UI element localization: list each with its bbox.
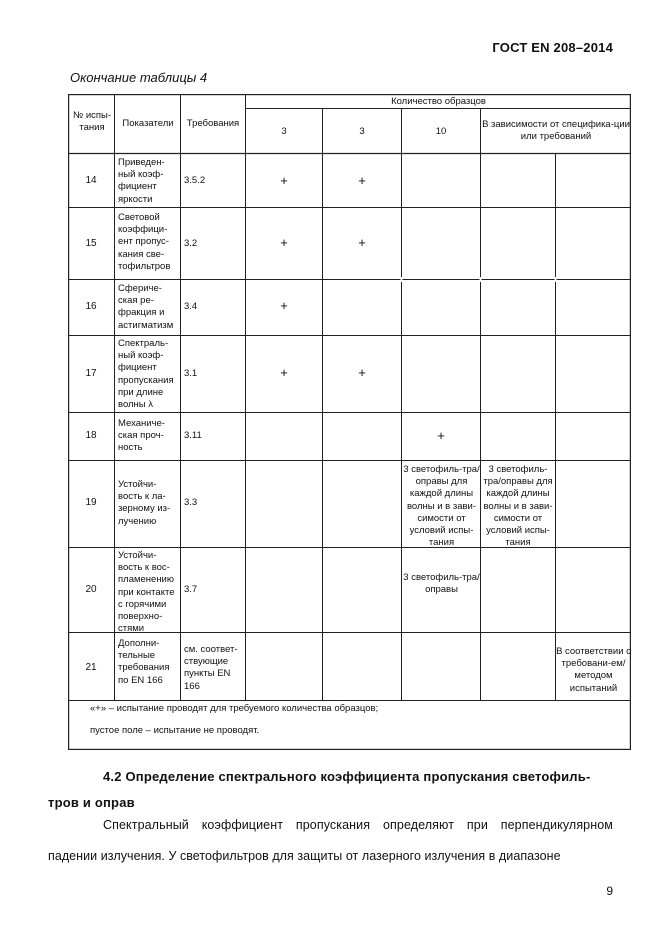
row-19-name: Устойчи-вость к ла-зерному из-лучению — [118, 479, 171, 527]
row-17-num: 17 — [85, 368, 97, 379]
row-17-name: Спектраль-ный коэф-фициент пропускания при длине волны λ — [118, 338, 174, 411]
row-15-req: 3.2 — [184, 238, 198, 249]
page-number: 9 — [606, 884, 613, 898]
row-14-req: 3.5.2 — [184, 175, 206, 186]
row-21-col5: В соответствии с требовани-ем/методом испытаний — [556, 646, 631, 694]
header-indicators: Показатели — [122, 118, 174, 129]
paragraph-line1: Спектральный коэффициент пропускания определяют при перпендикулярном — [103, 818, 613, 832]
table-4 — [68, 94, 631, 750]
table-caption: Окончание таблицы 4 — [70, 70, 208, 85]
header-col2: 3 — [359, 126, 365, 137]
row-20-num: 20 — [85, 584, 97, 595]
row-14-col1: + — [280, 173, 288, 188]
paragraph-line2: падении излучения. У светофильтров для защиты от лазерного излучения в диапазоне — [48, 849, 561, 863]
header-requirements: Требования — [186, 118, 240, 129]
header-num: № испы-тания — [72, 110, 112, 134]
row-18-req: 3.11 — [184, 430, 202, 441]
header-col1: 3 — [281, 126, 287, 137]
row-15-num: 15 — [85, 238, 97, 249]
table-note-plus: «+» – испытание проводят для требуемого количества образцов; — [90, 703, 379, 714]
row-14-num: 14 — [85, 175, 97, 186]
section-heading-line2: тров и оправ — [48, 795, 135, 810]
row-18-num: 18 — [85, 430, 97, 441]
row-19-num: 19 — [85, 497, 97, 508]
section-heading-line1: 4.2 Определение спектрального коэффициента пропускания светофиль- — [103, 769, 591, 784]
row-19-col4: 3 светофиль-тра/оправы для каждой длины волны и в зави-симости от условий испы-тания — [483, 464, 553, 549]
row-16-num: 16 — [85, 301, 97, 312]
row-19-req: 3.3 — [184, 497, 198, 508]
row-21-num: 21 — [85, 662, 97, 673]
row-20-req: 3.7 — [184, 584, 198, 595]
table-note-empty: пустое поле – испытание не проводят. — [90, 725, 260, 736]
row-20-name: Устойчи-вость к вос-пламенению при контакте с горячими поверхно-стями — [118, 550, 175, 635]
row-21-req: см. соответ-ствующие пункты EN 166 — [184, 644, 238, 692]
row-17-col2: + — [358, 365, 366, 380]
header-col4: В зависимости от специфика-ции или требований — [482, 119, 630, 143]
row-17-col1: + — [280, 365, 288, 380]
header-samples-group: Количество образцов — [391, 96, 486, 107]
row-17-req: 3.1 — [184, 368, 198, 379]
row-20-col3: 3 светофиль-тра/оправы — [403, 572, 480, 596]
row-15-col1: + — [280, 235, 288, 250]
row-18-col3: + — [437, 428, 445, 443]
row-14-col2: + — [358, 173, 366, 188]
row-15-col2: + — [358, 235, 366, 250]
header-col3: 10 — [435, 126, 447, 137]
row-18-name: Механиче-ская проч-ность — [118, 418, 165, 454]
row-16-name: Сфериче-ская ре-фракция и астигматизм — [118, 283, 174, 331]
row-21-name: Дополни-тельные требования по EN 166 — [118, 638, 170, 686]
row-14-name: Приведен-ный коэф-фициент яркости — [118, 157, 165, 205]
row-16-col1: + — [280, 298, 288, 313]
standard-number: ГОСТ EN 208–2014 — [492, 40, 613, 55]
row-15-name: Световой коэффици-ент пропус-кания све-тофильтров — [118, 212, 171, 272]
row-19-col3: 3 светофиль-тра/оправы для каждой длины волны и в зави-симости от условий испы-тания — [403, 464, 480, 549]
row-16-req: 3.4 — [184, 301, 198, 312]
